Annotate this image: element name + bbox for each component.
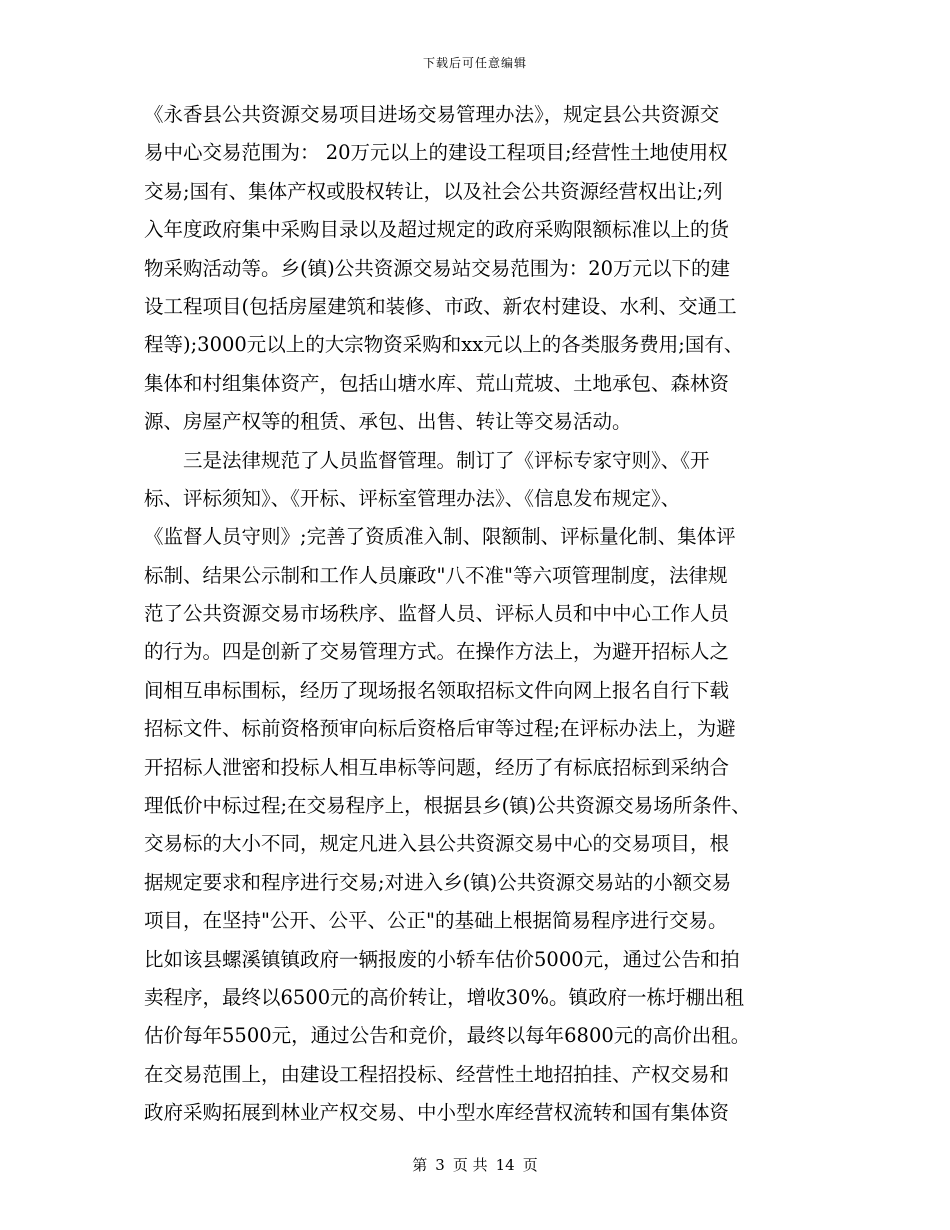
body-line: 在交易范围上，由建设工程招投标、经营性土地招拍挂、产权交易和: [144, 1062, 730, 1086]
footer-middle: 页 共: [452, 1156, 488, 1174]
body-line: 招标文件、标前资格预审向标后资格后审等过程;在评标办法上，为避: [144, 717, 736, 741]
body-line: 项目，在坚持"公开、公平、公正"的基础上根据简易程序进行交易。: [144, 909, 728, 933]
body-line: 三是法律规范了人员监督管理。制订了《评标专家守则》、《开: [144, 448, 710, 472]
body-line: 交易;国有、集体产权或股权转让，以及社会公共资源经营权出让;列: [144, 179, 723, 203]
page-header: 下载后可任意编辑: [422, 56, 527, 70]
body-line: 比如该县螺溪镇镇政府一辆报废的小轿车估价5000元，通过公告和拍: [144, 947, 740, 971]
body-line: 《永香县公共资源交易项目进场交易管理办法》，规定县公共资源交: [144, 103, 720, 126]
body-line: 设工程项目(包括房屋建筑和装修、市政、新农村建设、水利、交通工: [144, 294, 737, 318]
current-page-number: 3: [435, 1156, 445, 1174]
body-line: 开招标人泄密和投标人相互串标等问题，经历了有标底招标到采纳合: [144, 755, 730, 779]
body-line: 间相互串标围标，经历了现场报名领取招标文件向网上报名自行下载: [144, 678, 730, 702]
footer-suffix: 页: [522, 1156, 538, 1174]
body-line: 卖程序，最终以6500元的高价转让，增收30%。镇政府一栋圩棚出租: [144, 985, 744, 1009]
body-line: 集体和村组集体资产，包括山塘水库、荒山荒坡、土地承包、森林资: [144, 371, 730, 395]
body-line: 交易标的大小不同，规定凡进入县公共资源交易中心的交易项目，根: [144, 832, 730, 856]
body-line: 《监督人员守则》;完善了资质准入制、限额制、评标量化制、集体评: [144, 525, 736, 549]
body-line: 理低价中标过程;在交易程序上，根据县乡(镇)公共资源交易场所条件、: [144, 794, 751, 818]
body-line: 据规定要求和程序进行交易;对进入乡(镇)公共资源交易站的小额交易: [144, 870, 732, 894]
page-footer: [0, 1155, 950, 1175]
body-line: 入年度政府集中采购目录以及超过规定的政府采购限额标准以上的货: [144, 218, 730, 242]
footer-prefix: 第: [412, 1156, 428, 1174]
body-line: 估价每年5500元，通过公告和竞价，最终以每年6800元的高价出租。: [144, 1024, 751, 1048]
document-body: [144, 96, 824, 1133]
body-line: 标、评标须知》、《开标、评标室管理办法》、《信息发布规定》、: [144, 486, 681, 510]
body-line: 源、房屋产权等的租赁、承包、出售、转让等交易活动。: [144, 410, 632, 434]
body-line: 的行为。四是创新了交易管理方式。在操作方法上，为避开招标人之: [144, 640, 730, 664]
body-line: 物采购活动等。乡(镇)公共资源交易站交易范围为：20万元以下的建: [144, 256, 731, 280]
body-line: 范了公共资源交易市场秩序、监督人员、评标人员和中中心工作人员: [144, 602, 730, 626]
body-line: 程等);3000元以上的大宗物资采购和xx元以上的各类服务费用;国有、: [144, 333, 744, 357]
total-pages-number: 14: [495, 1156, 515, 1174]
body-line: 政府采购拓展到林业产权交易、中小型水库经营权流转和国有集体资: [144, 1101, 730, 1125]
body-line: 易中心交易范围为： 20万元以上的建设工程项目;经营性土地使用权: [144, 141, 728, 165]
body-line: 标制、结果公示制和工作人员廉政"八不准"等六项管理制度，法律规: [144, 563, 728, 587]
